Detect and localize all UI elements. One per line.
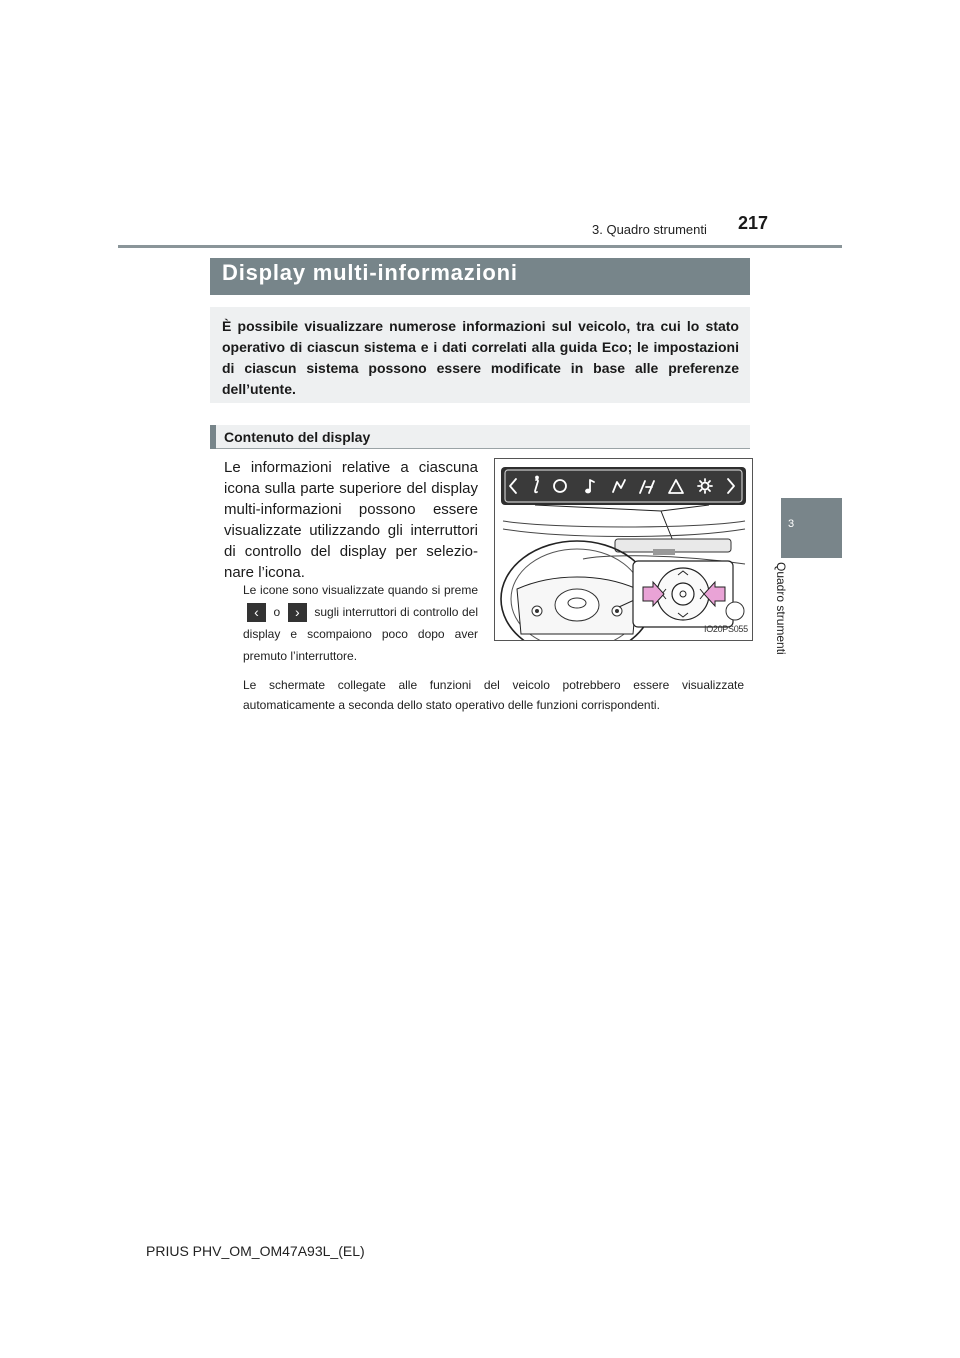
chevron-right-icon: › <box>288 603 307 622</box>
chapter-side-title <box>774 562 805 672</box>
note1-text-before: Le icone sono visualizzate quando si preme <box>243 583 478 597</box>
document-footer: PRIUS PHV_OM_OM47A93L_(EL) <box>146 1243 365 1259</box>
chapter-number: 3 <box>788 518 795 530</box>
section-title: Display multi-informazioni <box>222 260 518 285</box>
chevron-left-icon: ‹ <box>247 603 266 622</box>
note-automatic-screens: Le schermate collegate alle funzioni del veicolo potrebbero essere visualizzate automaticamente a seconda dello stato operativo delle funzioni corrispondenti. <box>243 678 744 712</box>
intro-text: È possibile visualizzare numerose informazioni sul veicolo, tra cui lo stato operativo di ciascun sistema e i dati correlati alla guida Eco; le impostazioni di ciascun sistema possono essere modificate in base alle preferenze dell’utente. <box>222 318 739 397</box>
dashboard-illustration-svg <box>495 459 752 640</box>
chapter-side-title-text: Quadro strumenti <box>774 562 788 655</box>
header-rule <box>118 245 842 248</box>
subsection-heading-accent <box>210 425 216 449</box>
subsection-heading: Contenuto del display <box>224 429 371 445</box>
note1-or: o <box>270 605 284 619</box>
running-header: 3. Quadro strumenti <box>592 222 707 237</box>
figure-code: IO20PS055 <box>704 624 748 634</box>
note-icons-display <box>243 579 478 667</box>
note1-text-after: sugli interruttori di controllo del display e scompaiono poco dopo aver premuto l’interruttore. <box>243 605 479 663</box>
subsection-heading-rule <box>216 448 750 449</box>
dashboard-illustration <box>494 458 753 641</box>
page-number: 217 <box>738 213 769 233</box>
body-paragraph: Le informazioni relative a ciascuna icona sulla parte superiore del display multi-informazioni possono essere visualizzate utilizzando gli interruttori di controllo del display per selezio-nare l’icona. <box>224 459 478 581</box>
